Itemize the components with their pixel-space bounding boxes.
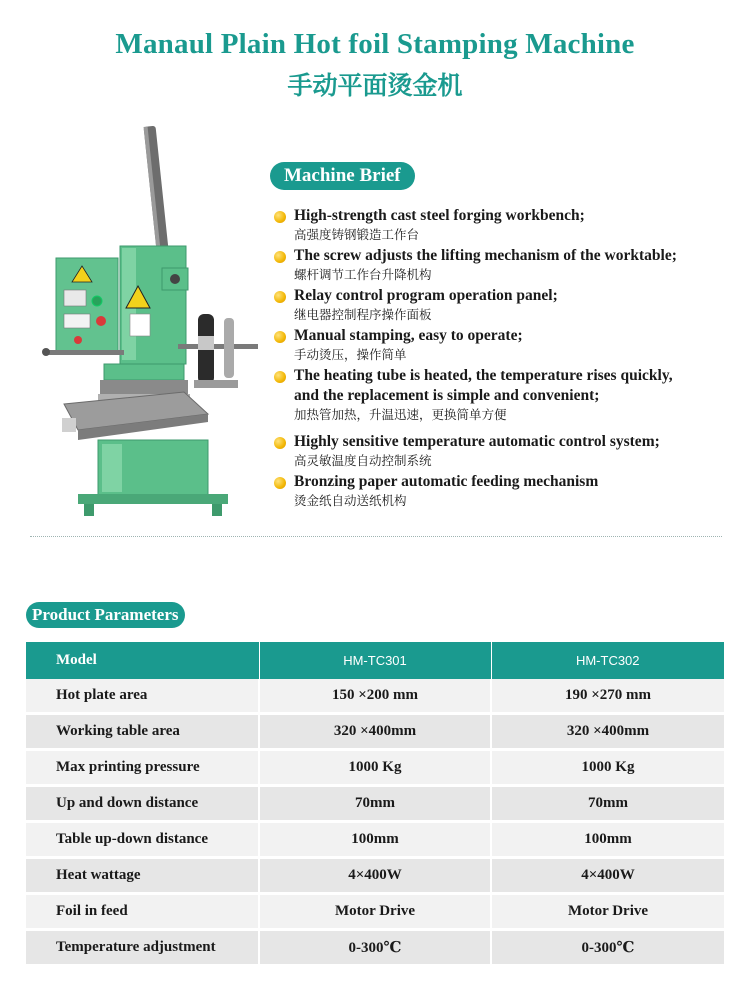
- table-cell: Motor Drive: [259, 894, 491, 930]
- feature-text-en: Bronzing paper automatic feeding mechanism: [294, 473, 599, 490]
- bullet-icon: [274, 437, 286, 449]
- product-parameters-heading: Product Parameters: [26, 602, 185, 628]
- feature-text-cn: 烫金纸自动送纸机构: [294, 493, 407, 508]
- feature-text-cn: 螺杆调节工作台升降机构: [294, 267, 432, 282]
- row-label: Table up-down distance: [26, 822, 259, 858]
- list-item: [272, 366, 742, 424]
- feature-text-en: High-strength cast steel forging workbench;: [294, 207, 585, 224]
- table-cell: 1000 Kg: [491, 750, 724, 786]
- feature-text-cn: 加热管加热，升温迅速，更换简单方便: [294, 407, 507, 422]
- list-item: [272, 432, 742, 470]
- column-header: Model: [26, 642, 259, 679]
- bullet-icon: [274, 211, 286, 223]
- table-cell: 320 ×400mm: [491, 714, 724, 750]
- feature-text-cn: 高灵敏温度自动控制系统: [294, 453, 432, 468]
- table-cell: 0-300℃: [259, 930, 491, 966]
- table-row: [26, 786, 724, 822]
- bullet-icon: [274, 371, 286, 383]
- table-row: [26, 714, 724, 750]
- row-label: Heat wattage: [26, 858, 259, 894]
- row-label: Max printing pressure: [26, 750, 259, 786]
- feature-text-en: The heating tube is heated, the temperature rises quickly, and the replacement is simple and convenient;: [294, 367, 673, 404]
- table-cell: 100mm: [259, 822, 491, 858]
- table-cell: 190 ×270 mm: [491, 679, 724, 714]
- feature-text-cn: 手动烫压，操作简单: [294, 347, 407, 362]
- section-divider: [30, 536, 722, 537]
- list-item: [272, 472, 742, 510]
- column-header: HM-TC302: [491, 642, 724, 679]
- feature-text-cn: 继电器控制程序操作面板: [294, 307, 432, 322]
- table-cell: Motor Drive: [491, 894, 724, 930]
- feature-list: [272, 206, 742, 512]
- table-header-row: [26, 642, 724, 679]
- list-item: [272, 286, 742, 324]
- list-item: [272, 206, 742, 244]
- table-row: [26, 858, 724, 894]
- parameters-table: [26, 642, 724, 967]
- row-label: Hot plate area: [26, 679, 259, 714]
- table-cell: 100mm: [491, 822, 724, 858]
- feature-text-en: The screw adjusts the lifting mechanism of the worktable;: [294, 247, 677, 264]
- list-item: [272, 326, 742, 364]
- row-label: Up and down distance: [26, 786, 259, 822]
- table-cell: 320 ×400mm: [259, 714, 491, 750]
- table-cell: 0-300℃: [491, 930, 724, 966]
- feature-text-en: Highly sensitive temperature automatic control system;: [294, 433, 660, 450]
- table-cell: 1000 Kg: [259, 750, 491, 786]
- table-row: [26, 822, 724, 858]
- feature-text-en: Relay control program operation panel;: [294, 287, 558, 304]
- page-title: Manaul Plain Hot foil Stamping Machine: [115, 28, 635, 60]
- row-label: Foil in feed: [26, 894, 259, 930]
- bullet-icon: [274, 251, 286, 263]
- table-cell: 150 ×200 mm: [259, 679, 491, 714]
- machine-brief-heading: Machine Brief: [270, 162, 415, 190]
- table-cell: 70mm: [259, 786, 491, 822]
- table-row: [26, 679, 724, 714]
- bullet-icon: [274, 291, 286, 303]
- table-row: [26, 930, 724, 966]
- table-row: [26, 894, 724, 930]
- bullet-icon: [274, 477, 286, 489]
- table-cell: 4×400W: [259, 858, 491, 894]
- table-cell: 4×400W: [491, 858, 724, 894]
- machine-image: [38, 118, 260, 518]
- list-item: [272, 246, 742, 284]
- table-cell: 70mm: [491, 786, 724, 822]
- feature-text-cn: 高强度铸钢锻造工作台: [294, 227, 420, 242]
- bullet-icon: [274, 331, 286, 343]
- feature-text-en: Manual stamping, easy to operate;: [294, 327, 523, 344]
- row-label: Temperature adjustment: [26, 930, 259, 966]
- page-subtitle-chinese: 手动平面烫金机: [287, 71, 463, 100]
- table-row: [26, 750, 724, 786]
- column-header: HM-TC301: [259, 642, 491, 679]
- row-label: Working table area: [26, 714, 259, 750]
